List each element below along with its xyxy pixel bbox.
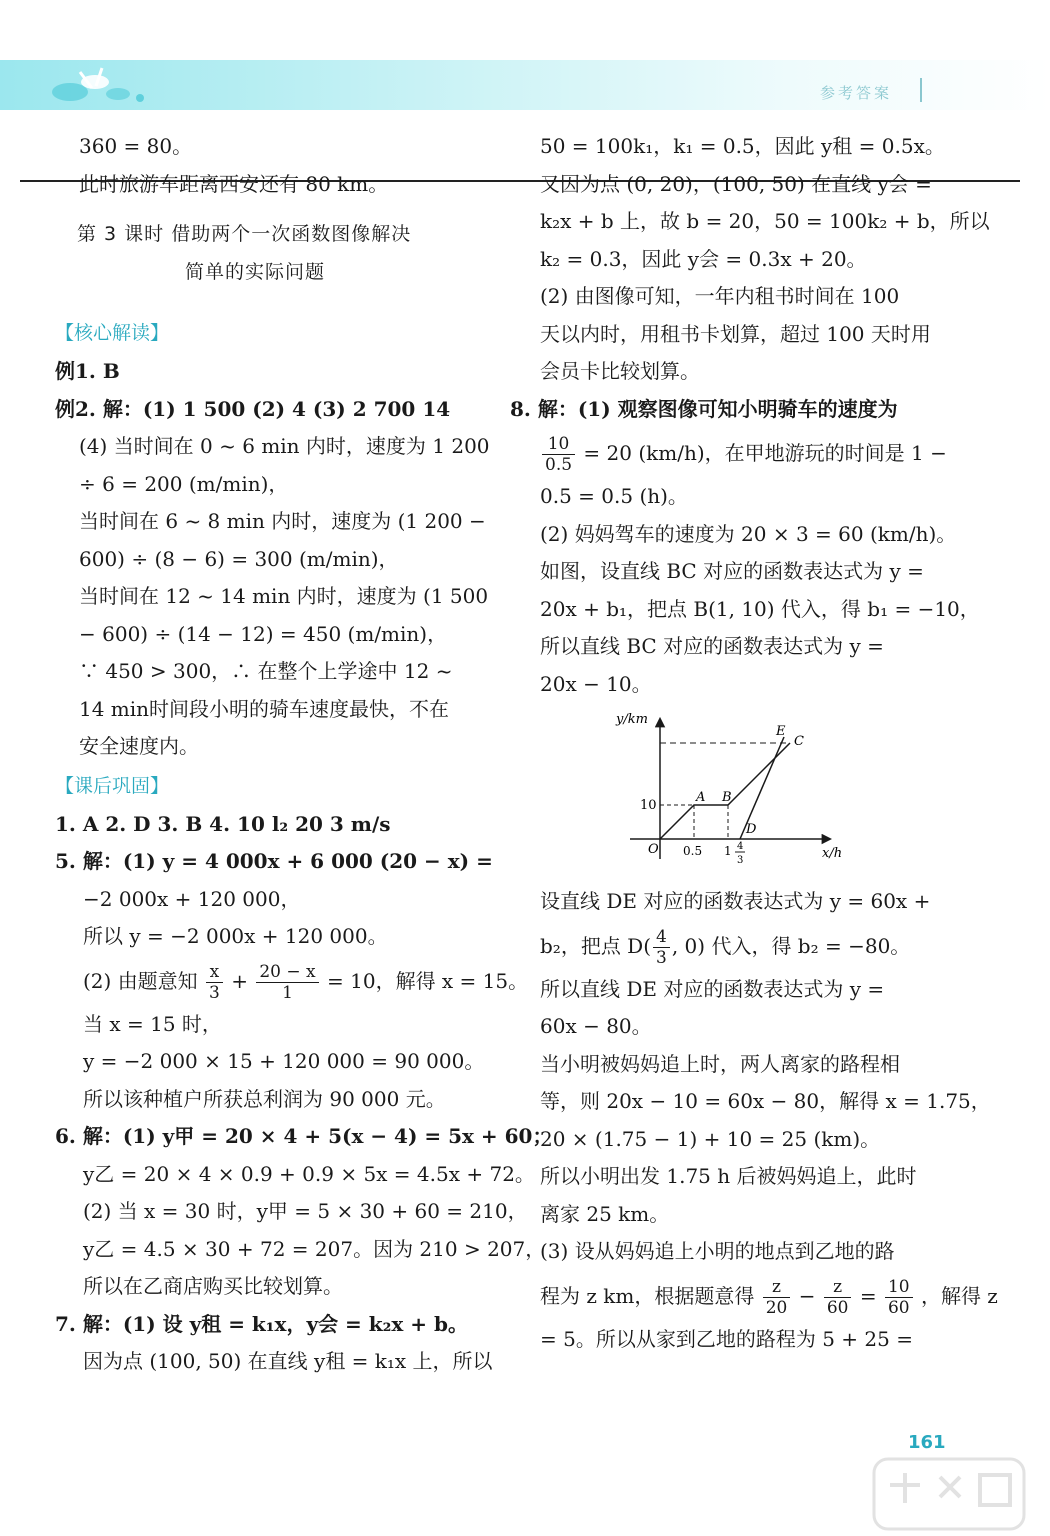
dragonfly-decoration-icon	[40, 62, 170, 112]
equation-line: $\frac{10}{0.5}$ = 20 (km/h)，在甲地游玩的时间是 1 −	[510, 428, 950, 478]
text-line: ∵ 450 > 300，∴ 在整个上学途中 12 ~	[79, 659, 453, 683]
text-line: 360 = 80。	[79, 134, 193, 158]
page-number: 161	[908, 1432, 946, 1453]
point-b: B	[722, 790, 732, 805]
text-line: 此时旅游车距离西安还有 80 km。	[79, 171, 389, 196]
point-d: D	[746, 822, 757, 837]
text-line: 如图，设直线 BC 对应的函数表达式为 y =	[540, 559, 924, 583]
fraction: $\frac{z}{20}$	[763, 1277, 791, 1318]
equation-line: b₂，把点 D( $\frac{4}{3}$ , 0) 代入，得 b₂ = −80。	[540, 926, 911, 968]
text-line: 50 = 100k₁，k₁ = 0.5，因此 y租 = 0.5x。	[540, 134, 945, 158]
fraction: $\frac{x}{3}$	[206, 962, 223, 1003]
left-column	[55, 128, 553, 1381]
text-line: k₂ = 0.3，因此 y会 = 0.3x + 20。	[540, 246, 867, 271]
text-line: 当时间在 6 ~ 8 min 内时，速度为 (1 200 −	[79, 509, 486, 533]
point-a: A	[696, 790, 706, 805]
distance-time-graph	[610, 709, 850, 869]
text-line: 所以直线 DE 对应的函数表达式为 y =	[540, 976, 885, 1001]
text-line: 设直线 DE 对应的函数表达式为 y = 60x +	[540, 889, 931, 913]
fraction: $\frac{10}{60}$	[885, 1277, 913, 1318]
text-line: (2) 妈妈驾车的速度为 20 × 3 = 60 (km/h)。	[540, 521, 957, 546]
question-5: 5. 解：(1) y = 4 000x + 6 000 (20 − x) =	[55, 849, 493, 873]
y-label: y/km	[616, 712, 648, 727]
right-column	[510, 128, 998, 1358]
text-line: 当小明被妈妈追上时，两人离家的路程相	[540, 1051, 900, 1076]
text-line: 所以该种植户所获总利润为 90 000 元。	[83, 1086, 446, 1111]
text-line: k₂x + b 上，故 b = 20，50 = 100k₂ + b，所以	[540, 209, 990, 233]
text-line: − 600) ÷ (14 − 12) = 450 (m/min)，	[79, 621, 448, 646]
text-line: (3) 设从妈妈追上小明的地点到乙地的路	[540, 1239, 895, 1263]
text-line: ÷ 6 = 200 (m/min)，	[79, 471, 289, 496]
text-line: 因为点 (100, 50) 在直线 y租 = k₁x 上，所以	[83, 1349, 493, 1373]
text-line: 600) ÷ (8 − 6) = 300 (m/min)，	[79, 546, 399, 571]
text-line: 离家 25 km。	[540, 1201, 670, 1226]
text-line: 安全速度内。	[79, 734, 199, 758]
text-line: 会员卡比较划算。	[540, 359, 700, 383]
answers-1-4: 1. A 2. D 3. B 4. 10 l₂ 20 3 m/s	[55, 811, 391, 836]
text-line: (2) 由图像可知，一年内租书时间在 100	[540, 284, 900, 308]
text-line: 又因为点 (0, 20)，(100, 50) 在直线 y会 =	[540, 171, 932, 196]
text-line: 14 min时间段小明的骑车速度最快，不在	[79, 696, 450, 721]
text-line: 20 × (1.75 − 1) + 10 = 25 (km)。	[540, 1126, 881, 1151]
text-line: 20x + b₁，把点 B(1, 10) 代入，得 b₁ = −10，	[540, 596, 980, 621]
tick-1: 1	[724, 844, 732, 858]
fraction: $\frac{20 - x}{1}$	[256, 962, 318, 1003]
point-c: C	[794, 734, 804, 749]
watermark-stamp-icon	[870, 1455, 1030, 1535]
text-line: 所以 y = −2 000x + 120 000。	[83, 924, 388, 948]
fraction: $\frac{4}{3}$	[653, 927, 670, 968]
text-line: 0.5 = 0.5 (h)。	[540, 484, 688, 508]
fraction: $\frac{z}{60}$	[824, 1277, 852, 1318]
text-line: 所以在乙商店购买比较划算。	[83, 1274, 343, 1298]
tick-05: 0.5	[683, 844, 703, 858]
text-line: 60x − 80。	[540, 1014, 652, 1038]
text-line: 所以直线 BC 对应的函数表达式为 y =	[540, 634, 884, 658]
text-line: (4) 当时间在 0 ~ 6 min 内时，速度为 1 200	[79, 434, 490, 458]
text-line: −2 000x + 120 000，	[83, 886, 301, 911]
text-line: y乙 = 20 × 4 × 0.9 + 0.9 × 5x = 4.5x + 72。	[83, 1161, 535, 1186]
section-heading: 【核心解读】	[55, 322, 170, 344]
point-e: E	[776, 724, 786, 739]
text-line: (2) 当 x = 30 时，y甲 = 5 × 30 + 60 = 210，	[83, 1199, 528, 1223]
tick-43-n: 4	[737, 841, 744, 852]
text-line: 当 x = 15 时，	[83, 1011, 222, 1036]
fraction: $\frac{10}{0.5}$	[542, 434, 575, 475]
text-line: y = −2 000 × 15 + 120 000 = 90 000。	[83, 1049, 485, 1073]
text-line: y乙 = 4.5 × 30 + 72 = 207。因为 210 > 207，	[83, 1236, 546, 1261]
text-line: 20x − 10。	[540, 671, 652, 696]
tick-43-d: 3	[737, 855, 744, 866]
example-1: 例1. B	[55, 359, 120, 383]
origin-label: O	[648, 842, 659, 857]
question-8: 8. 解：(1) 观察图像可知小明骑车的速度为	[510, 396, 898, 421]
question-7: 7. 解：(1) 设 y租 = k₁x，y会 = k₂x + b。	[55, 1311, 468, 1336]
section-heading: 【课后巩固】	[55, 774, 170, 797]
text-line: 天以内时，用租书卡划算，超过 100 天时用	[540, 321, 931, 346]
text-line: 当时间在 12 ~ 14 min 内时，速度为 (1 500	[79, 584, 489, 608]
header-tag: 参考答案	[820, 84, 893, 102]
lesson-title: 第 3 课时 借助两个一次函数图像解决	[77, 223, 412, 245]
lesson-title: 简单的实际问题	[185, 261, 326, 283]
x-label: x/h	[822, 846, 843, 861]
text-line: 所以小明出发 1.75 h 后被妈妈追上，此时	[540, 1164, 917, 1188]
equation-line: 程为 z km，根据题意得 $\frac{z}{20}$ − $\frac{z}{60}$ = $\frac{10}{60}$ ，解得 z	[540, 1276, 998, 1318]
question-6: 6. 解：(1) y甲 = 20 × 4 + 5(x − 4) = 5x + 60；	[55, 1124, 553, 1148]
header-tag-bar	[920, 78, 922, 102]
equation-line: (2) 由题意知 $\frac{x}{3}$ + $\frac{20 - x}{1}$ = 10，解得 x = 15。	[83, 961, 529, 1003]
example-2: 例2. 解：(1) 1 500 (2) 4 (3) 2 700 14	[55, 396, 451, 421]
text-line: 等，则 20x − 10 = 60x − 80，解得 x = 1.75，	[540, 1089, 991, 1113]
tick-10: 10	[640, 798, 657, 813]
text-line: = 5。所以从家到乙地的路程为 5 + 25 =	[540, 1326, 913, 1351]
